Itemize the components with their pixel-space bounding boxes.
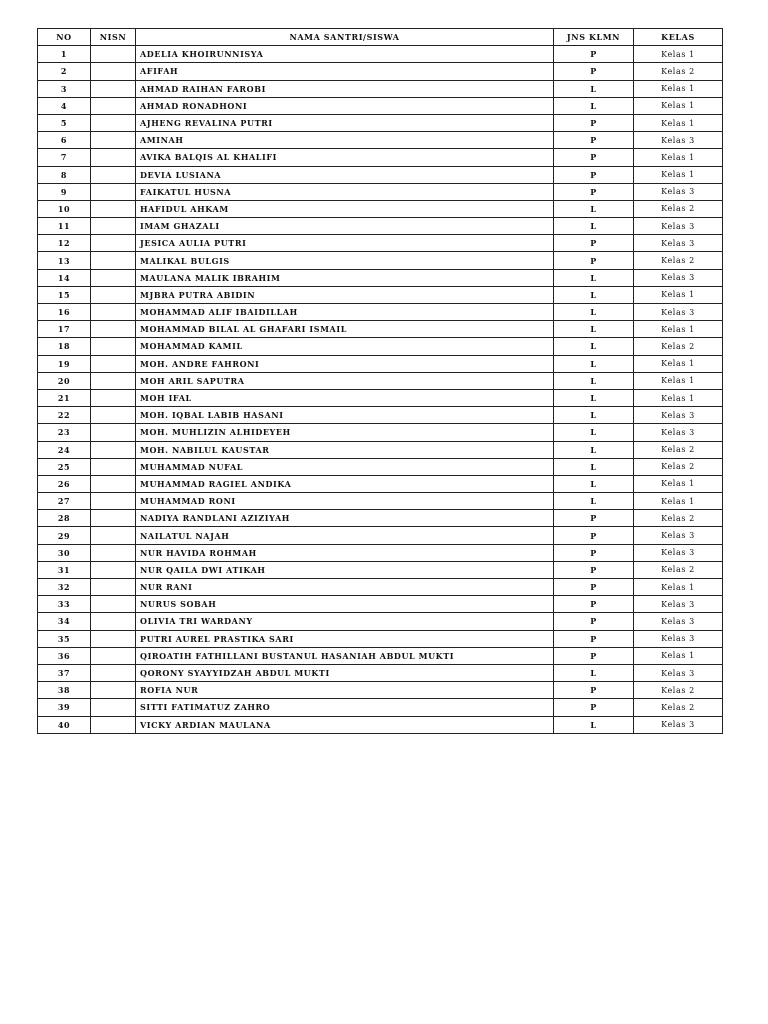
table-row <box>38 699 723 716</box>
table-row <box>38 475 723 492</box>
table-row <box>38 235 723 252</box>
student-name: MUHAMMAD RONI <box>136 493 554 510</box>
class-cell: Kelas 1 <box>634 389 723 406</box>
nisn-cell <box>91 407 136 424</box>
student-name: NAILATUL NAJAH <box>136 527 554 544</box>
table-row <box>38 510 723 527</box>
student-name: MOHAMMAD BILAL AL GHAFARI ISMAIL <box>136 321 554 338</box>
row-number: 18 <box>38 338 91 355</box>
class-cell: Kelas 3 <box>634 527 723 544</box>
nisn-cell <box>91 493 136 510</box>
table-row <box>38 200 723 217</box>
nisn-cell <box>91 699 136 716</box>
row-number: 14 <box>38 269 91 286</box>
nisn-cell <box>91 682 136 699</box>
header-nama: NAMA SANTRI/SISWA <box>136 29 554 46</box>
nisn-cell <box>91 166 136 183</box>
student-name: OLIVIA TRI WARDANY <box>136 613 554 630</box>
gender-cell: L <box>554 200 634 217</box>
row-number: 5 <box>38 114 91 131</box>
gender-cell: L <box>554 424 634 441</box>
student-name: MAULANA MALIK IBRAHIM <box>136 269 554 286</box>
gender-cell: P <box>554 699 634 716</box>
table-row <box>38 97 723 114</box>
row-number: 15 <box>38 286 91 303</box>
gender-cell: P <box>554 63 634 80</box>
class-cell: Kelas 2 <box>634 63 723 80</box>
student-name: NUR RANI <box>136 579 554 596</box>
nisn-cell <box>91 664 136 681</box>
gender-cell: L <box>554 389 634 406</box>
table-row <box>38 286 723 303</box>
class-cell: Kelas 3 <box>634 235 723 252</box>
row-number: 1 <box>38 46 91 63</box>
row-number: 22 <box>38 407 91 424</box>
row-number: 25 <box>38 458 91 475</box>
student-name: NURUS SOBAH <box>136 596 554 613</box>
table-header-row <box>38 29 723 46</box>
gender-cell: L <box>554 458 634 475</box>
gender-cell: L <box>554 269 634 286</box>
header-jenis-kelamin: JNS KLMN <box>554 29 634 46</box>
class-cell: Kelas 2 <box>634 699 723 716</box>
nisn-cell <box>91 596 136 613</box>
student-name: DEVIA LUSIANA <box>136 166 554 183</box>
nisn-cell <box>91 579 136 596</box>
student-name: AJHENG REVALINA PUTRI <box>136 114 554 131</box>
nisn-cell <box>91 132 136 149</box>
table-row <box>38 579 723 596</box>
row-number: 29 <box>38 527 91 544</box>
student-name: VICKY ARDIAN MAULANA <box>136 716 554 733</box>
nisn-cell <box>91 458 136 475</box>
class-cell: Kelas 2 <box>634 200 723 217</box>
class-cell: Kelas 3 <box>634 630 723 647</box>
class-cell: Kelas 1 <box>634 80 723 97</box>
table-row <box>38 304 723 321</box>
student-name: MUHAMMAD RAGIEL ANDIKA <box>136 475 554 492</box>
row-number: 7 <box>38 149 91 166</box>
table-row <box>38 338 723 355</box>
table-row <box>38 544 723 561</box>
nisn-cell <box>91 613 136 630</box>
nisn-cell <box>91 372 136 389</box>
nisn-cell <box>91 218 136 235</box>
class-cell: Kelas 3 <box>634 269 723 286</box>
student-name: AVIKA BALQIS AL KHALIFI <box>136 149 554 166</box>
row-number: 27 <box>38 493 91 510</box>
table-row <box>38 716 723 733</box>
row-number: 11 <box>38 218 91 235</box>
table-row <box>38 407 723 424</box>
nisn-cell <box>91 510 136 527</box>
table-row <box>38 252 723 269</box>
row-number: 9 <box>38 183 91 200</box>
student-name: AHMAD RAIHAN FAROBI <box>136 80 554 97</box>
table-row <box>38 630 723 647</box>
row-number: 19 <box>38 355 91 372</box>
student-name: NUR QAILA DWI ATIKAH <box>136 561 554 578</box>
header-no: NO <box>38 29 91 46</box>
class-cell: Kelas 3 <box>634 407 723 424</box>
gender-cell: L <box>554 218 634 235</box>
nisn-cell <box>91 355 136 372</box>
student-name: HAFIDUL AHKAM <box>136 200 554 217</box>
gender-cell: P <box>554 166 634 183</box>
nisn-cell <box>91 527 136 544</box>
student-name: QIROATIH FATHILLANI BUSTANUL HASANIAH ABDUL MUKTI <box>136 647 554 664</box>
row-number: 17 <box>38 321 91 338</box>
class-cell: Kelas 2 <box>634 510 723 527</box>
nisn-cell <box>91 321 136 338</box>
student-name: NUR HAVIDA ROHMAH <box>136 544 554 561</box>
class-cell: Kelas 3 <box>634 218 723 235</box>
row-number: 26 <box>38 475 91 492</box>
table-row <box>38 63 723 80</box>
table-row <box>38 80 723 97</box>
class-cell: Kelas 1 <box>634 321 723 338</box>
class-cell: Kelas 3 <box>634 613 723 630</box>
row-number: 12 <box>38 235 91 252</box>
gender-cell: P <box>554 252 634 269</box>
class-cell: Kelas 1 <box>634 166 723 183</box>
gender-cell: L <box>554 664 634 681</box>
row-number: 37 <box>38 664 91 681</box>
nisn-cell <box>91 200 136 217</box>
table-row <box>38 527 723 544</box>
class-cell: Kelas 1 <box>634 97 723 114</box>
class-cell: Kelas 1 <box>634 46 723 63</box>
student-name: AFIFAH <box>136 63 554 80</box>
gender-cell: L <box>554 338 634 355</box>
row-number: 10 <box>38 200 91 217</box>
table-row <box>38 458 723 475</box>
gender-cell: L <box>554 321 634 338</box>
class-cell: Kelas 3 <box>634 544 723 561</box>
student-roster-table <box>37 28 723 734</box>
student-name: AMINAH <box>136 132 554 149</box>
row-number: 21 <box>38 389 91 406</box>
table-body <box>38 46 723 734</box>
class-cell: Kelas 2 <box>634 458 723 475</box>
row-number: 6 <box>38 132 91 149</box>
gender-cell: L <box>554 493 634 510</box>
student-name: MOH ARIL SAPUTRA <box>136 372 554 389</box>
nisn-cell <box>91 63 136 80</box>
class-cell: Kelas 1 <box>634 114 723 131</box>
gender-cell: P <box>554 183 634 200</box>
nisn-cell <box>91 389 136 406</box>
table-row <box>38 321 723 338</box>
gender-cell: P <box>554 613 634 630</box>
student-name: JESICA AULIA PUTRI <box>136 235 554 252</box>
student-name: QORONY SYAYYIDZAH ABDUL MUKTI <box>136 664 554 681</box>
gender-cell: L <box>554 716 634 733</box>
gender-cell: P <box>554 132 634 149</box>
student-name: MUHAMMAD NUFAL <box>136 458 554 475</box>
row-number: 40 <box>38 716 91 733</box>
table-row <box>38 269 723 286</box>
class-cell: Kelas 1 <box>634 355 723 372</box>
table-row <box>38 441 723 458</box>
gender-cell: L <box>554 441 634 458</box>
class-cell: Kelas 3 <box>634 132 723 149</box>
nisn-cell <box>91 114 136 131</box>
nisn-cell <box>91 424 136 441</box>
student-name: MOH. MUHLIZIN ALHIDEYEH <box>136 424 554 441</box>
row-number: 38 <box>38 682 91 699</box>
student-name: MOH. ANDRE FAHRONI <box>136 355 554 372</box>
row-number: 34 <box>38 613 91 630</box>
nisn-cell <box>91 97 136 114</box>
gender-cell: P <box>554 630 634 647</box>
gender-cell: L <box>554 407 634 424</box>
student-name: ADELIA KHOIRUNNISYA <box>136 46 554 63</box>
table-row <box>38 114 723 131</box>
student-name: SITTI FATIMATUZ ZAHRO <box>136 699 554 716</box>
row-number: 2 <box>38 63 91 80</box>
nisn-cell <box>91 716 136 733</box>
gender-cell: P <box>554 544 634 561</box>
row-number: 23 <box>38 424 91 441</box>
student-name: PUTRI AUREL PRASTIKA SARI <box>136 630 554 647</box>
class-cell: Kelas 3 <box>634 716 723 733</box>
student-name: FAIKATUL HUSNA <box>136 183 554 200</box>
student-name: AHMAD RONADHONI <box>136 97 554 114</box>
class-cell: Kelas 3 <box>634 424 723 441</box>
table-row <box>38 218 723 235</box>
row-number: 36 <box>38 647 91 664</box>
table-row <box>38 355 723 372</box>
row-number: 20 <box>38 372 91 389</box>
gender-cell: P <box>554 46 634 63</box>
header-nisn: NISN <box>91 29 136 46</box>
nisn-cell <box>91 304 136 321</box>
nisn-cell <box>91 286 136 303</box>
row-number: 31 <box>38 561 91 578</box>
student-name: MOH. NABILUL KAUSTAR <box>136 441 554 458</box>
nisn-cell <box>91 475 136 492</box>
table-row <box>38 424 723 441</box>
class-cell: Kelas 1 <box>634 475 723 492</box>
gender-cell: L <box>554 286 634 303</box>
class-cell: Kelas 3 <box>634 596 723 613</box>
class-cell: Kelas 1 <box>634 493 723 510</box>
nisn-cell <box>91 183 136 200</box>
class-cell: Kelas 2 <box>634 561 723 578</box>
nisn-cell <box>91 647 136 664</box>
class-cell: Kelas 2 <box>634 682 723 699</box>
student-name: MOHAMMAD KAMIL <box>136 338 554 355</box>
class-cell: Kelas 1 <box>634 372 723 389</box>
nisn-cell <box>91 149 136 166</box>
nisn-cell <box>91 46 136 63</box>
table-row <box>38 132 723 149</box>
nisn-cell <box>91 544 136 561</box>
class-cell: Kelas 2 <box>634 252 723 269</box>
table-row <box>38 183 723 200</box>
student-name: IMAM GHAZALI <box>136 218 554 235</box>
gender-cell: L <box>554 80 634 97</box>
gender-cell: L <box>554 372 634 389</box>
student-name: MOH. IQBAL LABIB HASANI <box>136 407 554 424</box>
table-row <box>38 613 723 630</box>
table-row <box>38 647 723 664</box>
row-number: 24 <box>38 441 91 458</box>
table-row <box>38 596 723 613</box>
row-number: 4 <box>38 97 91 114</box>
row-number: 35 <box>38 630 91 647</box>
table-row <box>38 166 723 183</box>
table-row <box>38 561 723 578</box>
row-number: 39 <box>38 699 91 716</box>
header-kelas: KELAS <box>634 29 723 46</box>
table-row <box>38 149 723 166</box>
gender-cell: P <box>554 579 634 596</box>
class-cell: Kelas 1 <box>634 149 723 166</box>
nisn-cell <box>91 441 136 458</box>
nisn-cell <box>91 338 136 355</box>
nisn-cell <box>91 80 136 97</box>
gender-cell: L <box>554 475 634 492</box>
gender-cell: P <box>554 149 634 166</box>
class-cell: Kelas 1 <box>634 647 723 664</box>
row-number: 13 <box>38 252 91 269</box>
class-cell: Kelas 2 <box>634 441 723 458</box>
student-name: MOH IFAL <box>136 389 554 406</box>
nisn-cell <box>91 235 136 252</box>
row-number: 8 <box>38 166 91 183</box>
gender-cell: L <box>554 97 634 114</box>
table-row <box>38 46 723 63</box>
row-number: 32 <box>38 579 91 596</box>
nisn-cell <box>91 561 136 578</box>
class-cell: Kelas 3 <box>634 183 723 200</box>
row-number: 16 <box>38 304 91 321</box>
nisn-cell <box>91 252 136 269</box>
gender-cell: P <box>554 527 634 544</box>
class-cell: Kelas 1 <box>634 286 723 303</box>
table-row <box>38 664 723 681</box>
student-name: MOHAMMAD ALIF IBAIDILLAH <box>136 304 554 321</box>
student-name: NADIYA RANDLANI AZIZIYAH <box>136 510 554 527</box>
gender-cell: L <box>554 304 634 321</box>
row-number: 28 <box>38 510 91 527</box>
nisn-cell <box>91 269 136 286</box>
class-cell: Kelas 3 <box>634 664 723 681</box>
table-row <box>38 493 723 510</box>
gender-cell: P <box>554 647 634 664</box>
gender-cell: P <box>554 235 634 252</box>
class-cell: Kelas 2 <box>634 338 723 355</box>
gender-cell: L <box>554 355 634 372</box>
student-name: ROFIA NUR <box>136 682 554 699</box>
gender-cell: P <box>554 596 634 613</box>
gender-cell: P <box>554 510 634 527</box>
class-cell: Kelas 1 <box>634 579 723 596</box>
nisn-cell <box>91 630 136 647</box>
row-number: 3 <box>38 80 91 97</box>
class-cell: Kelas 3 <box>634 304 723 321</box>
row-number: 33 <box>38 596 91 613</box>
gender-cell: P <box>554 561 634 578</box>
table-row <box>38 372 723 389</box>
student-name: MALIKAL BULGIS <box>136 252 554 269</box>
gender-cell: P <box>554 114 634 131</box>
table-row <box>38 682 723 699</box>
row-number: 30 <box>38 544 91 561</box>
student-name: MJBRA PUTRA ABIDIN <box>136 286 554 303</box>
gender-cell: P <box>554 682 634 699</box>
table-row <box>38 389 723 406</box>
